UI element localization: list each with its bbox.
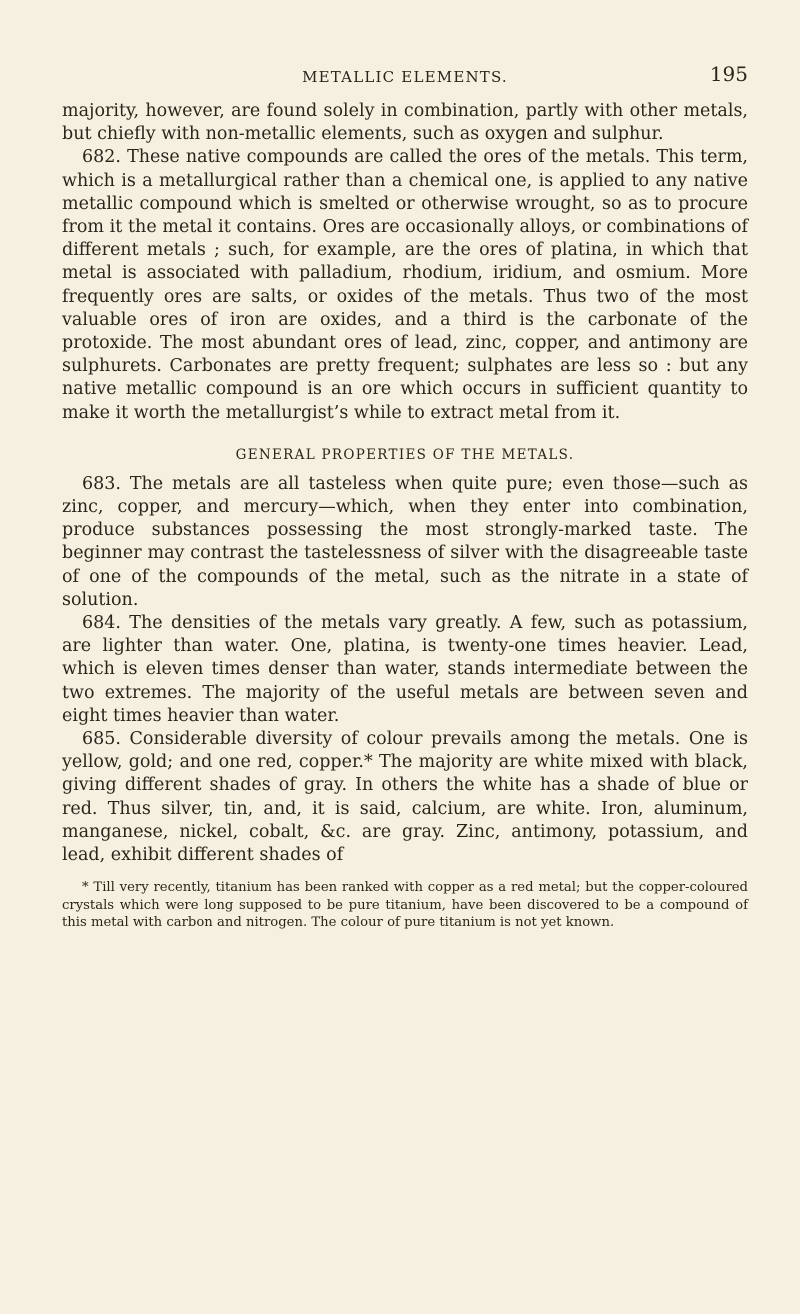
paragraph-continuation: majority, however, are found solely in combination, partly with other metals, but chiefly with non-metallic elements, such as oxygen and sulphur. bbox=[62, 101, 748, 145]
page-number: 195 bbox=[709, 62, 748, 86]
running-title: METALLIC ELEMENTS. bbox=[302, 68, 508, 86]
paragraph-682: 682. These native compounds are called the ores of the metals. This term, which is a metallurgical rather than a chemical one, is applied to any native metallic compound which is smelted or otherwise wrought, so as to procure from it the metal it contains. Ores are occasionally alloys, or combinations of different metals ; such, for example, are the ores of platina, in which that metal is associated with palladium, rhodium, iridium, and osmium. More frequently ores are salts, or oxides of the metals. Thus two of the most valuable ores of iron are oxides, and a third is the carbonate of the protoxide. The most abundant ores of lead, zinc, copper, and antimony are sulphurets. Carbonates are pretty frequent; sulphates are less so : but any native metallic compound is an ore which occurs in sufficient quantity to make it worth the metallurgist’s while to extract metal from it. bbox=[62, 147, 748, 423]
footnote: * Till very recently, titanium has been ranked with copper as a red metal; but the copper-coloured crystals which were long supposed to be pure titanium, have been discovered to be a compound of this metal with carbon and nitrogen. The colour of pure titanium is not yet known. bbox=[62, 880, 748, 931]
paragraph-685: 685. Considerable diversity of colour prevails among the metals. One is yellow, gold; and one red, copper.* The majority are white mixed with black, giving different shades of gray. In others the white has a shade of blue or red. Thus silver, tin, and, it is said, calcium, are white. Iron, aluminum, manganese, nickel, cobalt, &c. are gray. Zinc, antimony, potassium, and lead, exhibit different shades of bbox=[62, 729, 748, 866]
running-head bbox=[62, 62, 748, 88]
paragraph-684: 684. The densities of the metals vary greatly. A few, such as potassium, are lighter than water. One, platina, is twenty-one times heavier. Lead, which is eleven times denser than water, stands intermediate between the two extremes. The majority of the useful metals are between seven and eight times heavier than water. bbox=[62, 613, 748, 726]
book-page bbox=[62, 62, 748, 945]
paragraph-683: 683. The metals are all tasteless when quite pure; even those—such as zinc, copper, and mercury—which, when they enter into combination, produce substances possessing the most strongly-marked taste. The beginner may contrast the tastelessness of silver with the disagreeable taste of one of the compounds of the metal, such as the nitrate in a state of solution. bbox=[62, 473, 748, 610]
section-heading: GENERAL PROPERTIES OF THE METALS. bbox=[235, 446, 575, 463]
